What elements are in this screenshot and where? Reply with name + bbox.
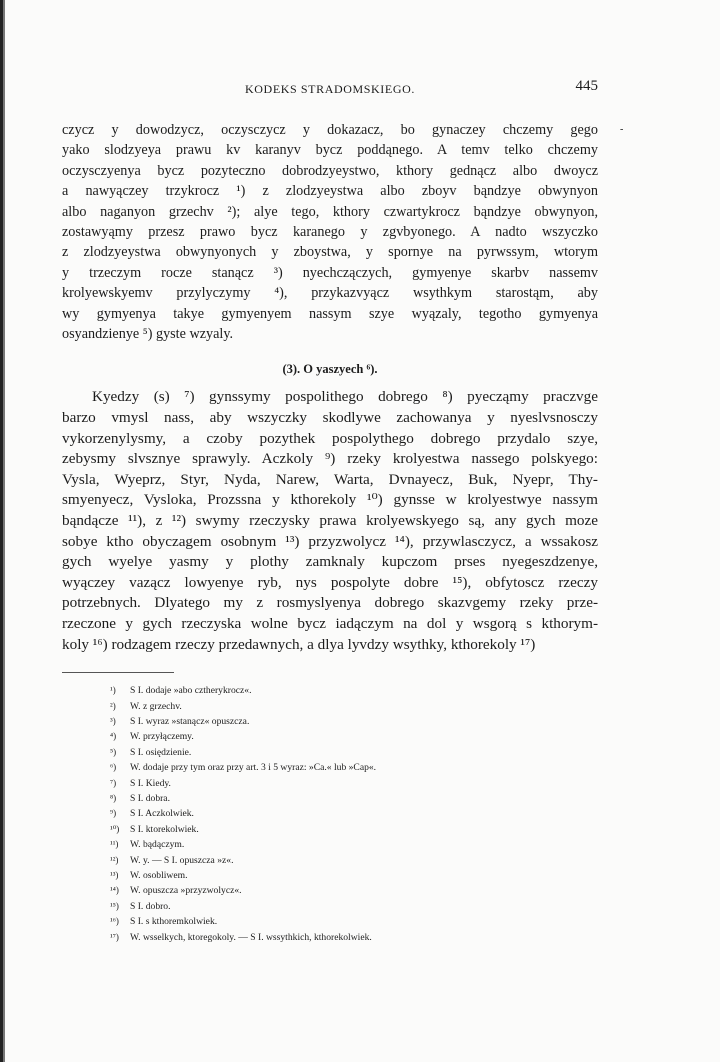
footnote-mark: ⁶): [110, 762, 117, 773]
footnote-text: S I. Kiedy.: [130, 777, 171, 789]
footnote-text: W. opuszcza »przyzwolycz«.: [130, 885, 242, 897]
text-line: wy gymyenya takye gymyenyem nassym szye wyązaly, tegotho gymyenya: [62, 305, 598, 322]
text-line: yako slodzyeya prawu kv karanyv bycz poddąnego. A temv telko chczemy: [62, 142, 598, 159]
footnote-mark: ¹²): [110, 854, 119, 865]
footnote-text: S I. Aczkolwiek.: [130, 808, 194, 820]
page-number: 445: [575, 78, 598, 94]
text-line: y trzeczym rocze stanącz ³) nyechczączych, gymyenye skarbv nassemv: [62, 264, 598, 281]
paragraph-1: [62, 120, 598, 344]
footnote: [110, 837, 598, 852]
text-line: z zlodzyeystwa obwynyonych y zboystwa, y spornye na pyrwssym, wtorym: [62, 244, 598, 261]
margin-mark: -: [620, 124, 624, 135]
text-line: albo naganyon grzechv ²); alye tego, kthory czwartykrocz bąndzye obwynyon,: [62, 203, 598, 220]
footnote-mark: ¹⁴): [110, 885, 119, 896]
footnote: [110, 914, 598, 929]
footnote-text: S I. dobra.: [130, 793, 170, 805]
footnote-mark: ¹⁶): [110, 916, 119, 927]
footnote-text: W. osobliwem.: [130, 870, 188, 882]
footnote-mark: ⁴): [110, 731, 117, 742]
footnote: [110, 699, 598, 714]
text-line: potrzebnych. Dlyatego my z rosmyslyenya dobrego skazvgemy rzeky prze-: [62, 594, 598, 612]
footnote: [110, 683, 598, 698]
footnote-rule: [62, 672, 174, 673]
footnotes: [110, 683, 598, 945]
footnote-mark: ¹): [110, 685, 116, 696]
footnote: [110, 791, 598, 806]
footnote-mark: ²): [110, 700, 116, 711]
section-note-mark: ⁶).: [366, 362, 378, 377]
footnote-mark: ⁵): [110, 746, 117, 757]
paragraph-2: [62, 387, 598, 655]
text-line: zostawyąmy przesz prawo bycz karanego y zgvbyonego. A nadto wszyczko: [62, 224, 598, 241]
text-line: sobye ktho obyczagem osobnym ¹³) przyzwolycz ¹⁴), przywlasczycz, a wssakosz: [62, 532, 598, 550]
footnote-text: S I. dodaje »abo cztherykrocz«.: [130, 685, 252, 697]
footnote-text: W. wsselkych, ktoregokoly. — S I. wssythkich, kthorekolwiek.: [130, 931, 372, 943]
footnote-text: S I. dobro.: [130, 900, 171, 912]
section-heading: [62, 362, 598, 377]
footnote: [110, 822, 598, 837]
footnote: [110, 714, 598, 729]
footnote: [110, 853, 598, 868]
page: [62, 78, 598, 945]
footnote: [110, 868, 598, 883]
section-number: (3).: [282, 362, 301, 377]
running-head: [62, 78, 598, 102]
footnote: [110, 745, 598, 760]
text-line: smyenyecz, Vysloka, Prozssna y kthorekoly ¹⁰) gynsse w krolyestwye nassym: [62, 491, 598, 509]
footnote-text: S I. wyraz »stanącz« opuszcza.: [130, 716, 250, 727]
text-line: koly ¹⁶) rodzagem rzeczy przedawnych, a dlya lyvdzy wsythky, kthorekoly ¹⁷): [62, 635, 536, 653]
text-line: rzeczone y gych rzeczyska wolne bycz iadączym na dol y wsgorą s kthorym-: [62, 615, 598, 632]
text-line: czycz y dowodzycz, oczysczycz y dokazacz, bo gynaczey chczemy gego: [62, 122, 598, 138]
footnote-mark: ¹³): [110, 870, 119, 881]
footnote-text: S I. s kthoremkolwiek.: [130, 916, 218, 928]
text-line: gych wyelye yasmy y plothy zamknaly kupczom prses nyegeszdzenye,: [62, 553, 598, 571]
footnote: [110, 883, 598, 898]
footnote-mark: ¹⁷): [110, 931, 119, 942]
footnote-mark: ⁸): [110, 793, 117, 804]
running-title: KODEKS STRADOMSKIEGO.: [245, 82, 415, 96]
footnote-mark: ⁷): [110, 777, 117, 788]
footnote: [110, 806, 598, 821]
footnote: [110, 899, 598, 914]
text-line: vykorzenylysmy, a czoby pozythek pospolythego dobrego przydalo szye,: [62, 429, 598, 447]
footnote-text: W. przyłączemy.: [130, 731, 194, 743]
text-line: wyączey vazącz lowyenye ryb, nys pospolyte dobre ¹⁵), obfytoscz rzeczy: [62, 573, 598, 591]
footnote-mark: ¹¹): [110, 839, 119, 850]
footnote-mark: ¹⁰): [110, 823, 120, 834]
footnote: [110, 776, 598, 791]
text-line: bąndącze ¹¹), z ¹²) swymy rzeczysky prawa krolyewskyego są, any gych moze: [62, 512, 598, 530]
footnote-text: W. z grzechv.: [130, 700, 182, 712]
text-line: oczysczyenya bycz pozyteczno dobrodzyeystwo, kthory gednącz albo dwoycz: [62, 162, 598, 179]
footnote-mark: ¹⁵): [110, 900, 119, 911]
text-line: zebysmy slvsznye sprawyly. Aczkoly ⁹) rzeky krolyestwa nassego polskyego:: [62, 450, 598, 468]
text-line: barzo vmysl nass, aby wszyczky skodlywe zachowanya y nyeslvsnosczy: [62, 409, 598, 427]
footnote-text: W. bądączym.: [130, 839, 185, 851]
footnote: [110, 760, 598, 775]
footnote-text: W. y. — S I. opuszcza »z«.: [130, 854, 234, 866]
text-line: krolyewskyemv przylyczymy ⁴), przykazvyącz wsythkym starostąm, aby: [62, 285, 598, 302]
footnote: [110, 930, 598, 945]
footnote-text: S I. ktorekolwiek.: [130, 823, 199, 835]
footnote-text: W. dodaje przy tym oraz przy art. 3 i 5 wyraz: »Ca.« lub »Cap«.: [130, 762, 377, 774]
scan-edge-shadow-inner: [3, 0, 5, 1062]
footnote-mark: ³): [110, 716, 116, 726]
text-line: a nawyączey trzykrocz ¹) z zlodzyeystwa albo zboyv bąndzye obwynyon: [62, 183, 598, 200]
footnote-mark: ⁹): [110, 808, 117, 819]
footnote: [110, 729, 598, 744]
text-line: osyandzienye ⁵) gyste wzyaly.: [62, 326, 234, 343]
footnote-text: S I. osiędzienie.: [130, 746, 192, 758]
text-line: Vysla, Wyeprz, Styr, Nyda, Narew, Warta, Dvnayecz, Buk, Nyepr, Thy-: [62, 470, 598, 488]
section-title: O yaszyech: [303, 362, 364, 377]
text-line: Kyedzy (s) ⁷) gynssymy pospolithego dobrego ⁸) pyecząmy praczvge: [92, 388, 598, 406]
